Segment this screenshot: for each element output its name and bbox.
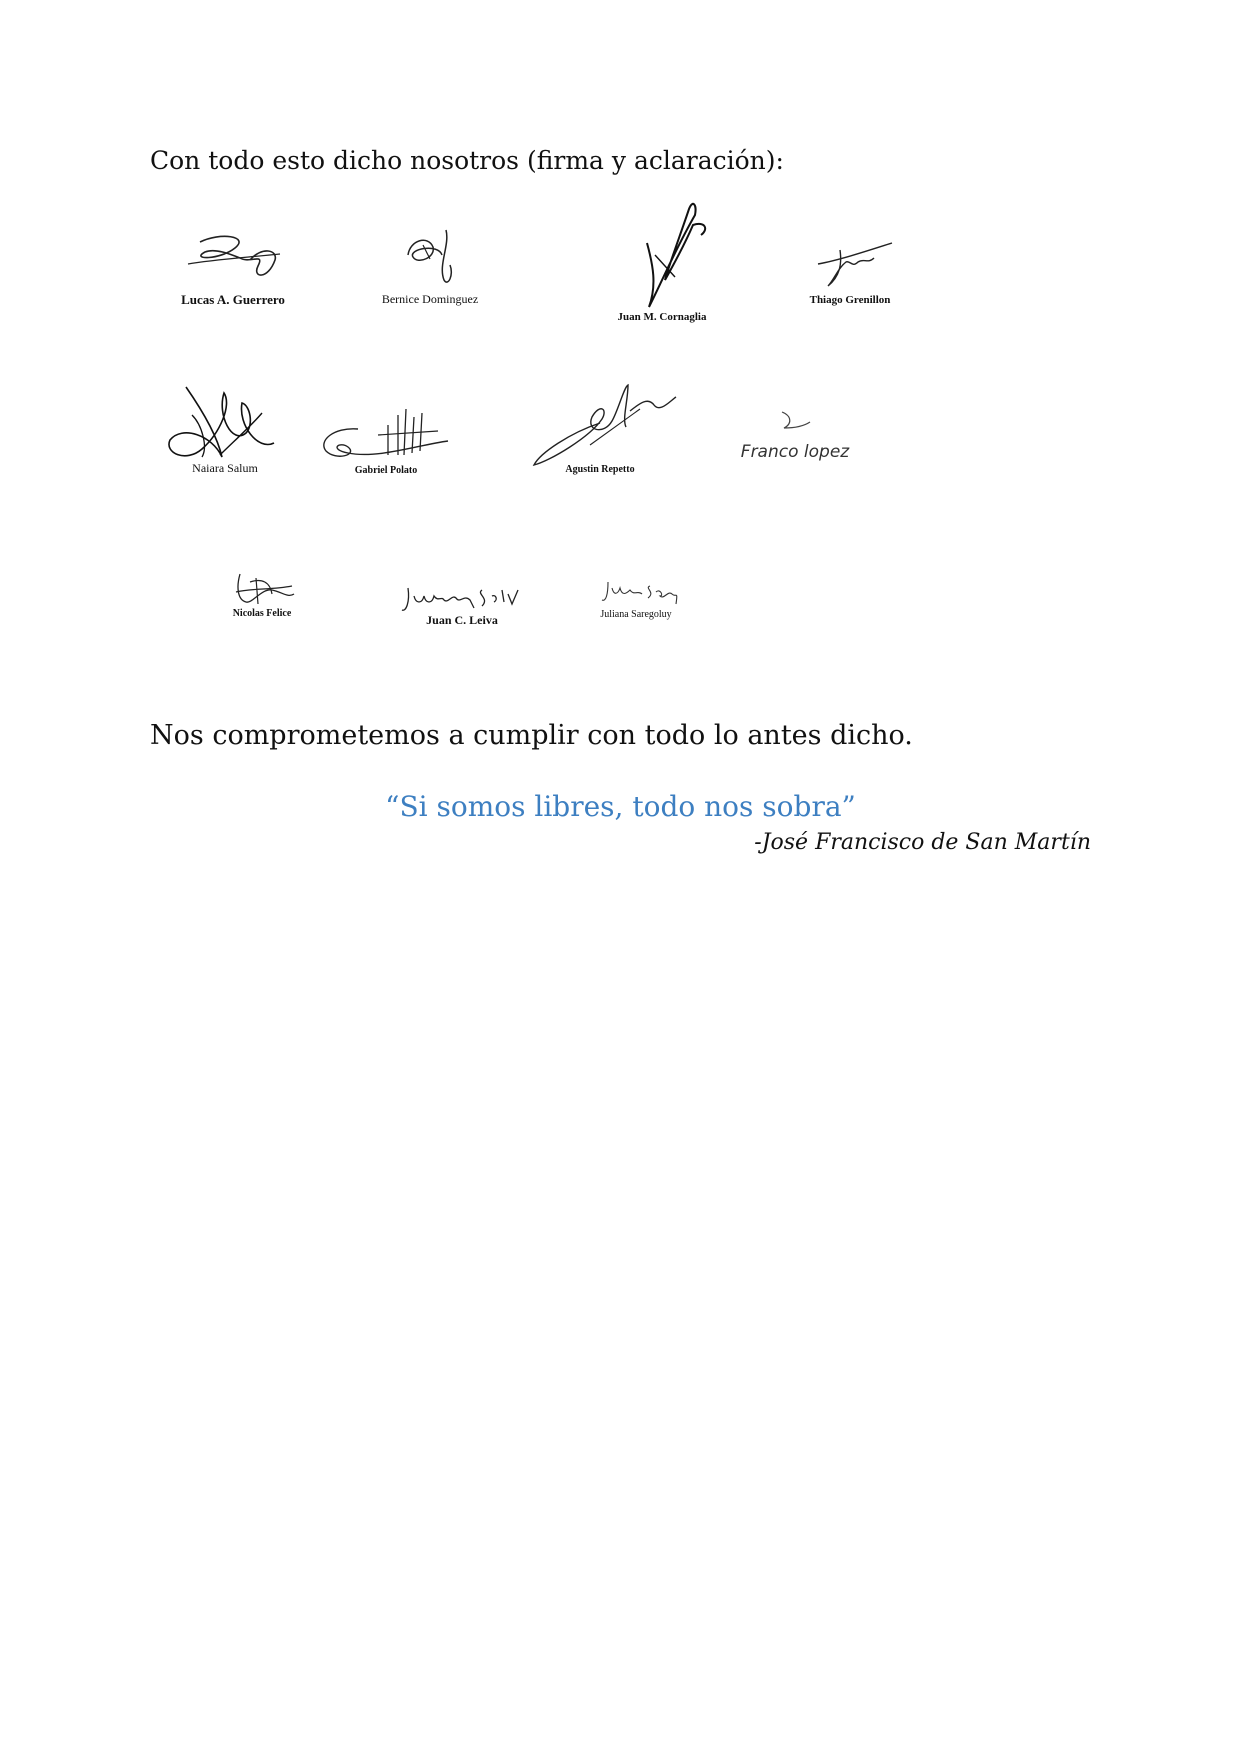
signature-name: Juliana Saregoluy — [600, 609, 672, 620]
signature-mark — [530, 383, 680, 468]
signature-name: Thiago Grenillon — [809, 294, 891, 306]
signature-name: Nicolas Felice — [232, 608, 292, 619]
signature-mark — [180, 230, 290, 290]
signature-name: Franco lopez — [740, 442, 850, 462]
signature-mark — [398, 225, 468, 290]
signature-agustin-repetto — [530, 383, 680, 468]
signature-mark — [810, 240, 895, 290]
signature-franco-lopez — [770, 410, 820, 440]
signature-juan-cornaglia — [635, 195, 715, 310]
signature-juan-leiva — [400, 582, 525, 614]
signature-name: Juan M. Cornaglia — [617, 311, 707, 323]
signature-name: Naiara Salum — [192, 461, 258, 475]
signature-bernice-dominguez — [398, 225, 468, 290]
signature-name: Juan C. Leiva — [426, 613, 498, 627]
signature-juliana-saregoluy — [600, 578, 680, 606]
signature-thiago-grenillon — [810, 240, 895, 290]
quote-author: -José Francisco de San Martín — [754, 830, 1091, 855]
signature-mark — [318, 405, 453, 465]
signature-gabriel-polato — [318, 405, 453, 465]
signature-lucas-guerrero — [180, 230, 290, 290]
signature-mark — [635, 195, 715, 310]
signature-name: Agustin Repetto — [565, 464, 635, 475]
signature-mark — [232, 568, 297, 608]
quote-text: “Si somos libres, todo nos sobra” — [385, 790, 856, 823]
signature-mark — [600, 578, 680, 606]
signature-name: Bernice Dominguez — [381, 292, 479, 306]
signature-name: Lucas A. Guerrero — [181, 292, 285, 307]
signature-name: Gabriel Polato — [354, 465, 418, 476]
intro-text: Con todo esto dicho nosotros (firma y aclaración): — [150, 146, 784, 175]
signature-naiara-salum — [162, 385, 277, 460]
signature-nicolas-felice — [232, 568, 297, 608]
commitment-text: Nos comprometemos a cumplir con todo lo antes dicho. — [150, 720, 913, 751]
signature-mark — [400, 582, 525, 614]
signature-mark — [162, 385, 277, 460]
signature-mark — [770, 410, 820, 440]
